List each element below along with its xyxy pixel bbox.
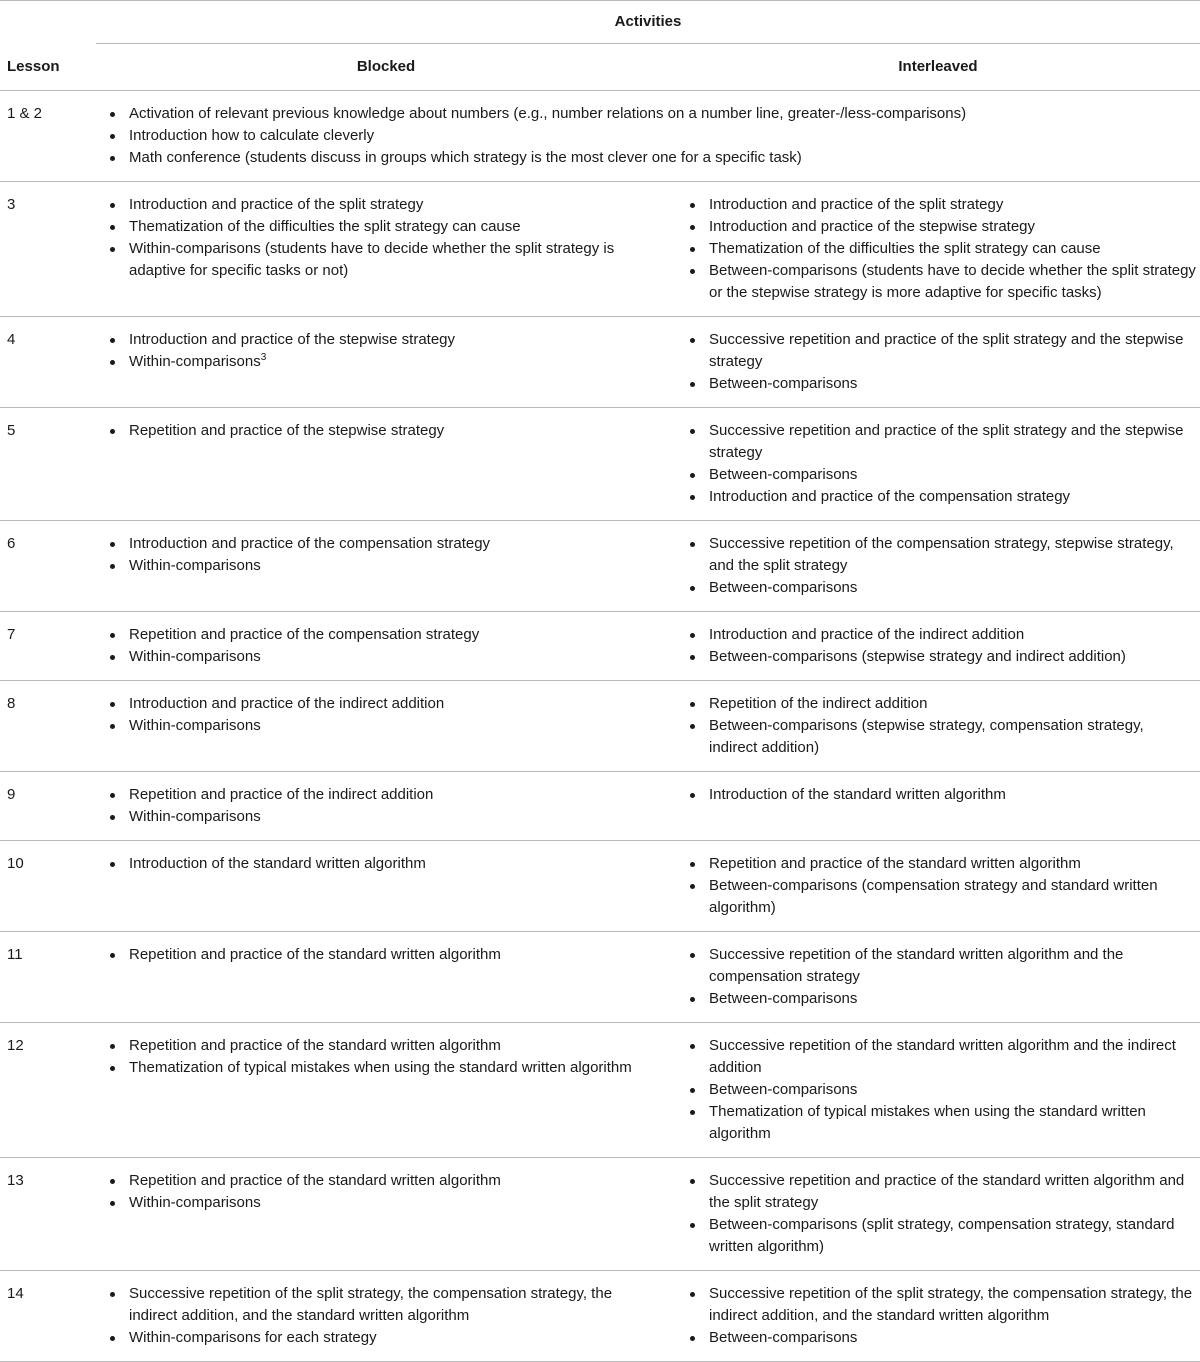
lesson-number: 11 [7, 946, 23, 963]
interleaved-cell [676, 1271, 1200, 1362]
lesson-number: 7 [7, 626, 16, 643]
header-empty [0, 1, 96, 44]
list-item: Successive repetition of the compensation strategy, stepwise strategy, and the split strategy [676, 533, 1196, 577]
interleaved-cell [676, 408, 1200, 521]
list-item: Between-comparisons [676, 464, 1196, 486]
interleaved-activity-list [676, 944, 1196, 1010]
table-row-lesson-1-2 [0, 91, 1200, 182]
blocked-header: Blocked [96, 44, 676, 91]
blocked-cell [96, 1271, 676, 1362]
blocked-activity-list [96, 1035, 636, 1079]
blocked-cell [96, 1023, 676, 1158]
list-item: Between-comparisons [676, 988, 1196, 1010]
interleaved-activity-list [676, 194, 1196, 304]
interleaved-cell [676, 182, 1200, 317]
list-item: Within-comparisons [96, 715, 636, 737]
list-item: Successive repetition of the split strategy, the compensation strategy, the indirect addition, and the standard written algorithm [676, 1283, 1196, 1327]
list-item: Introduction and practice of the indirect addition [96, 693, 636, 715]
blocked-activity-list [96, 693, 636, 737]
table-row-lesson-5 [0, 408, 1200, 521]
table-row-lesson-4 [0, 317, 1200, 408]
table-row-lesson-12 [0, 1023, 1200, 1158]
list-item: Between-comparisons [676, 373, 1196, 395]
list-item: Successive repetition and practice of the standard written algorithm and the split strategy [676, 1170, 1196, 1214]
list-item: Between-comparisons (split strategy, compensation strategy, standard written algorithm) [676, 1214, 1196, 1258]
list-item: Introduction and practice of the compensation strategy [96, 533, 636, 555]
footnote-marker: 3 [260, 352, 267, 363]
lesson-number: 10 [7, 855, 24, 872]
lesson-number: 3 [7, 196, 16, 213]
interleaved-cell [676, 317, 1200, 408]
blocked-activity-list [96, 853, 636, 875]
blocked-cell [96, 612, 676, 681]
lesson-number: 9 [7, 786, 16, 803]
interleaved-cell [676, 841, 1200, 932]
list-item-text: Within-comparisons [129, 353, 261, 370]
interleaved-activity-list [676, 693, 1196, 759]
blocked-activity-list [96, 944, 636, 966]
list-item: Repetition and practice of the standard written algorithm [96, 944, 636, 966]
list-item: Between-comparisons [676, 1327, 1196, 1349]
list-item: Between-comparisons (stepwise strategy and indirect addition) [676, 646, 1196, 668]
list-item: Introduction how to calculate cleverly [96, 125, 1200, 147]
list-item: Within-comparisons [96, 806, 636, 828]
table-row-lesson-11 [0, 932, 1200, 1023]
table-row-lesson-3 [0, 182, 1200, 317]
table-row-lesson-10 [0, 841, 1200, 932]
list-item: Introduction and practice of the compensation strategy [676, 486, 1196, 508]
list-item: Repetition and practice of the standard written algorithm [96, 1035, 636, 1057]
interleaved-activity-list [676, 533, 1196, 599]
list-item: Introduction and practice of the split strategy [676, 194, 1196, 216]
blocked-cell [96, 841, 676, 932]
list-item: Repetition and practice of the indirect addition [96, 784, 636, 806]
table-row-lesson-6 [0, 521, 1200, 612]
list-item: Successive repetition of the split strategy, the compensation strategy, the indirect addition, and the standard written algorithm [96, 1283, 636, 1327]
list-item: Introduction and practice of the stepwise strategy [96, 329, 636, 351]
interleaved-activity-list [676, 624, 1196, 668]
blocked-cell [96, 772, 676, 841]
list-item: Introduction of the standard written algorithm [676, 784, 1196, 806]
list-item [96, 351, 636, 373]
list-item: Between-comparisons [676, 1079, 1196, 1101]
blocked-activity-list [96, 329, 636, 373]
blocked-activity-list [96, 1283, 636, 1349]
list-item: Introduction of the standard written algorithm [96, 853, 636, 875]
blocked-activity-list [96, 420, 636, 442]
list-item: Repetition and practice of the standard written algorithm [676, 853, 1196, 875]
blocked-cell [96, 681, 676, 772]
interleaved-cell [676, 932, 1200, 1023]
activities-header: Activities [614, 13, 682, 30]
interleaved-header: Interleaved [676, 44, 1200, 91]
blocked-cell [96, 317, 676, 408]
shared-activities-cell [96, 91, 1200, 182]
interleaved-activity-list [676, 1035, 1196, 1145]
interleaved-activity-list [676, 1283, 1196, 1349]
blocked-cell [96, 182, 676, 317]
interleaved-activity-list [676, 853, 1196, 919]
interleaved-cell [676, 521, 1200, 612]
list-item: Repetition and practice of the standard written algorithm [96, 1170, 636, 1192]
interleaved-activity-list [676, 1170, 1196, 1258]
interleaved-cell [676, 1158, 1200, 1271]
interleaved-cell [676, 612, 1200, 681]
list-item: Thematization of typical mistakes when using the standard written algorithm [676, 1101, 1196, 1145]
list-item: Within-comparisons for each strategy [96, 1327, 636, 1349]
list-item: Within-comparisons (students have to decide whether the split strategy is adaptive for specific tasks or not) [96, 238, 636, 282]
interleaved-activity-list [676, 329, 1196, 395]
blocked-activity-list [96, 624, 636, 668]
blocked-activity-list [96, 784, 636, 828]
table-row-lesson-14 [0, 1271, 1200, 1362]
lesson-number: 14 [7, 1285, 24, 1302]
shared-activities-list [96, 103, 1200, 169]
blocked-activity-list [96, 194, 636, 282]
blocked-cell [96, 408, 676, 521]
interleaved-cell [676, 681, 1200, 772]
blocked-activity-list [96, 533, 636, 577]
lesson-number: 1 & 2 [7, 105, 43, 122]
interleaved-cell [676, 772, 1200, 841]
table-row-lesson-13 [0, 1158, 1200, 1271]
list-item: Repetition and practice of the compensation strategy [96, 624, 636, 646]
list-item: Introduction and practice of the stepwise strategy [676, 216, 1196, 238]
interleaved-activity-list [676, 784, 1196, 806]
lesson-number: 13 [7, 1172, 24, 1189]
blocked-activity-list [96, 1170, 636, 1214]
list-item: Thematization of the difficulties the split strategy can cause [96, 216, 636, 238]
list-item: Math conference (students discuss in groups which strategy is the most clever one for a specific task) [96, 147, 1200, 169]
table-row-lesson-7 [0, 612, 1200, 681]
list-item: Repetition of the indirect addition [676, 693, 1196, 715]
list-item: Successive repetition of the standard written algorithm and the compensation strategy [676, 944, 1196, 988]
lesson-number: 6 [7, 535, 16, 552]
table-row-lesson-8 [0, 681, 1200, 772]
list-item: Within-comparisons [96, 1192, 636, 1214]
list-item: Between-comparisons (compensation strategy and standard written algorithm) [676, 875, 1196, 919]
lesson-number: 12 [7, 1037, 24, 1054]
list-item: Successive repetition and practice of the split strategy and the stepwise strategy [676, 420, 1196, 464]
interleaved-cell [676, 1023, 1200, 1158]
interleaved-activity-list [676, 420, 1196, 508]
blocked-cell [96, 1158, 676, 1271]
list-item: Introduction and practice of the split strategy [96, 194, 636, 216]
list-item: Thematization of typical mistakes when using the standard written algorithm [96, 1057, 636, 1079]
blocked-cell [96, 932, 676, 1023]
list-item: Within-comparisons [96, 646, 636, 668]
lesson-number: 4 [7, 331, 16, 348]
list-item: Within-comparisons [96, 555, 636, 577]
list-item: Introduction and practice of the indirect addition [676, 624, 1196, 646]
list-item: Activation of relevant previous knowledge about numbers (e.g., number relations on a number line, greater-/less-comparisons) [96, 103, 1200, 125]
list-item: Successive repetition of the standard written algorithm and the indirect addition [676, 1035, 1196, 1079]
list-item: Between-comparisons (stepwise strategy, compensation strategy, indirect addition) [676, 715, 1196, 759]
lesson-number: 8 [7, 695, 16, 712]
list-item: Thematization of the difficulties the split strategy can cause [676, 238, 1196, 260]
list-item: Successive repetition and practice of the split strategy and the stepwise strategy [676, 329, 1196, 373]
list-item: Between-comparisons [676, 577, 1196, 599]
lesson-header: Lesson [0, 44, 96, 91]
table-row-lesson-9 [0, 772, 1200, 841]
blocked-cell [96, 521, 676, 612]
lesson-number: 5 [7, 422, 16, 439]
list-item: Repetition and practice of the stepwise strategy [96, 420, 636, 442]
list-item: Between-comparisons (students have to decide whether the split strategy or the stepwise strategy is more adaptive for specific tasks) [676, 260, 1196, 304]
